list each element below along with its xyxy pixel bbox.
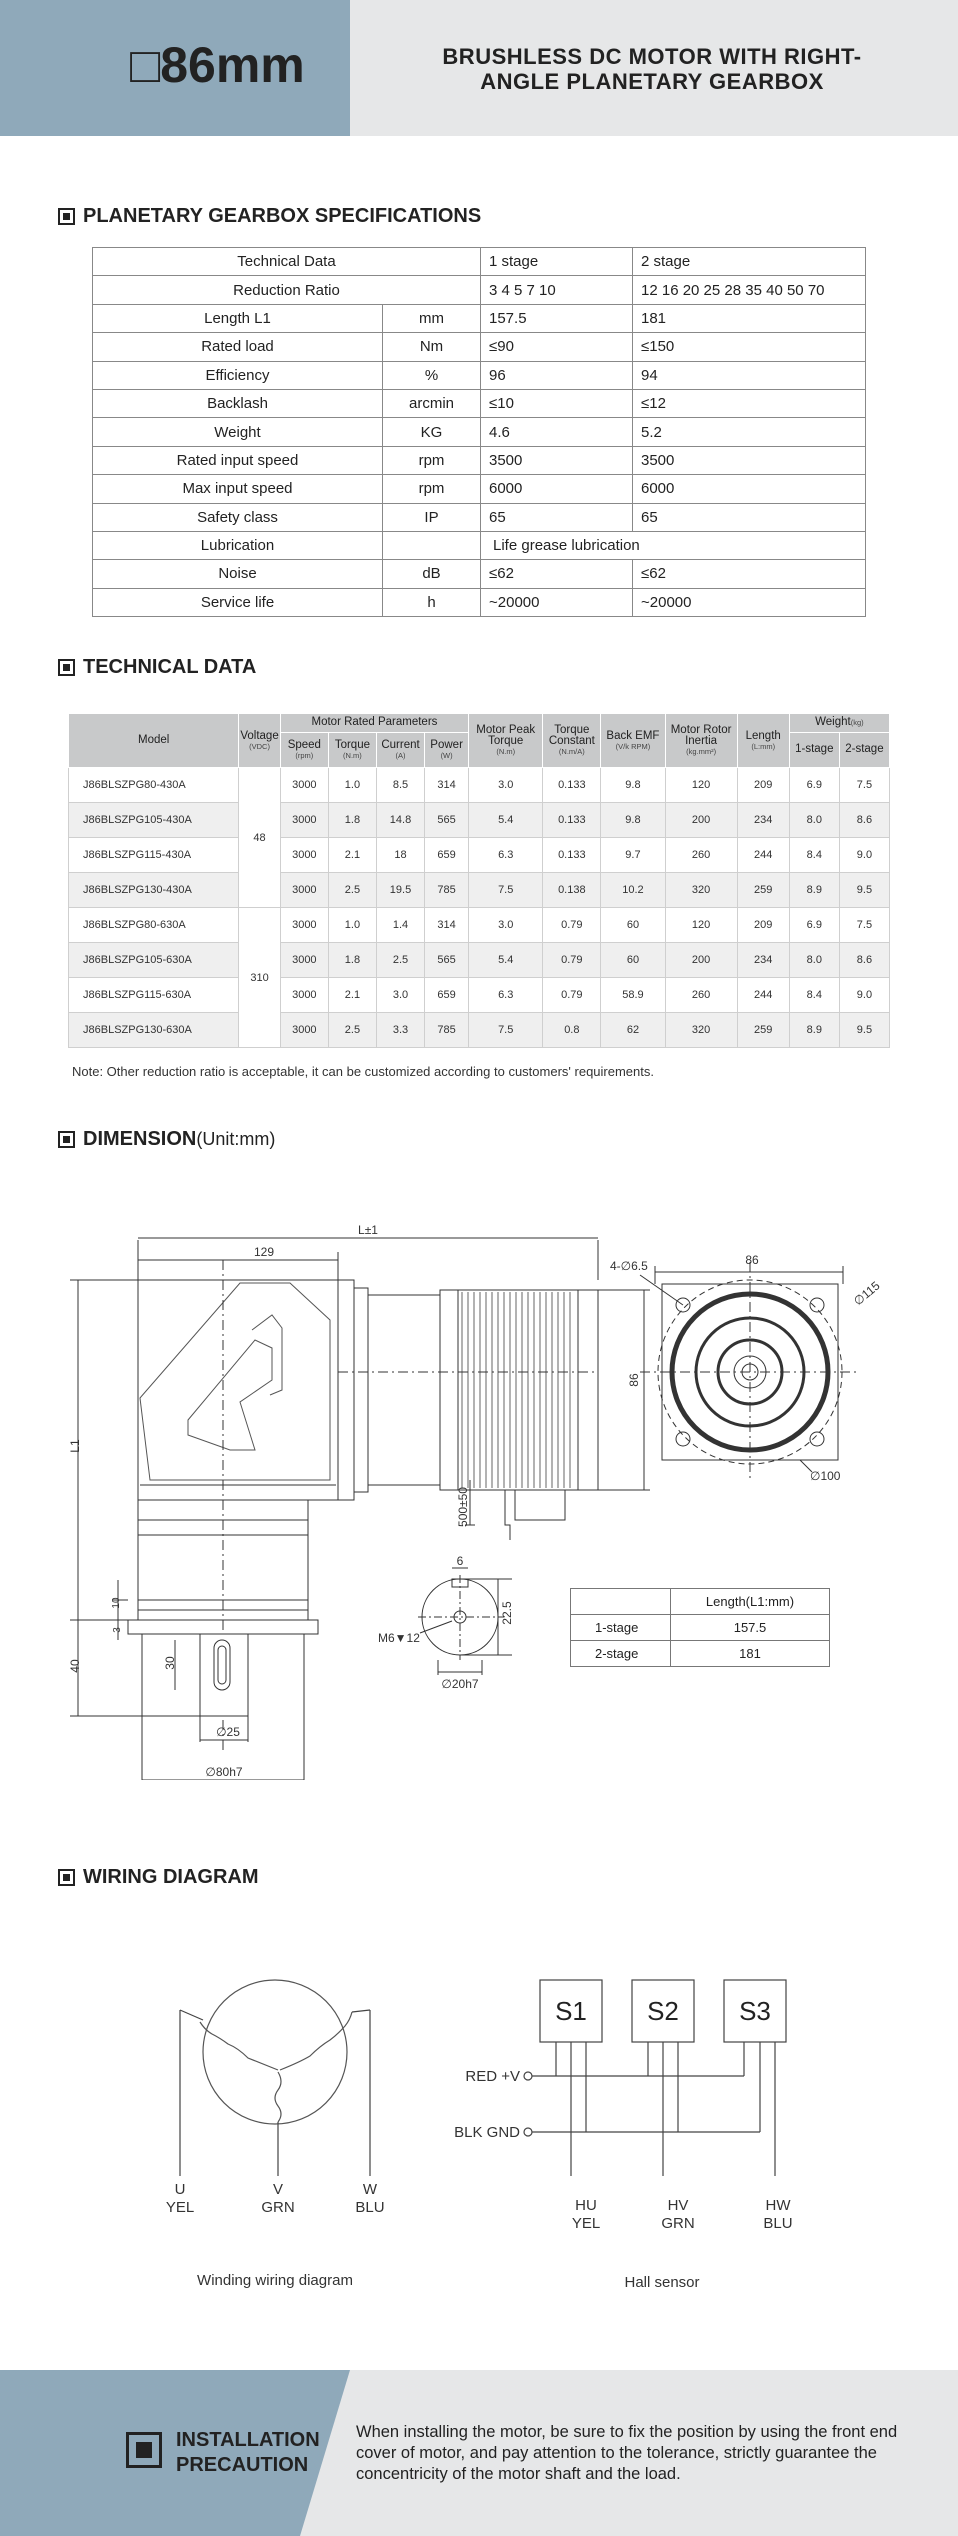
- customization-note: Note: Other reduction ratio is acceptable, it can be customized according to customers' requirements.: [72, 1064, 654, 1079]
- table-cell: ≤10: [481, 389, 633, 417]
- product-title-line2: ANGLE PLANETARY GEARBOX: [480, 69, 824, 94]
- table-cell: 7.5: [839, 908, 889, 943]
- table-cell: 3000: [280, 908, 328, 943]
- table-cell: 7.5: [839, 768, 889, 803]
- table-cell: 3 4 5 7 10: [481, 276, 633, 304]
- winding-w-color: BLU: [355, 2199, 385, 2216]
- table-cell: 259: [737, 873, 789, 908]
- winding-v-color: GRN: [261, 2199, 295, 2216]
- model-cell: J86BLSZPG80-430A: [69, 768, 239, 803]
- table-cell: 60: [601, 943, 665, 978]
- table-row: [571, 1589, 830, 1615]
- table-cell: [571, 1589, 671, 1615]
- table-cell: 3.0: [469, 768, 543, 803]
- square-bullet-icon: [58, 659, 75, 676]
- table-cell: 314: [425, 768, 469, 803]
- section-heading-dimension: DIMENSION (Unit:mm): [58, 1128, 275, 1151]
- table-cell: 9.8: [601, 768, 665, 803]
- table-cell: 0.8: [543, 1013, 601, 1048]
- footer-band: [0, 2370, 958, 2536]
- dim-20: ∅20h7: [441, 1677, 479, 1691]
- table-cell: 120: [665, 908, 737, 943]
- voltage-cell: 48: [239, 768, 280, 908]
- table-cell: 2-stage: [571, 1641, 671, 1667]
- table-cell: 4.6: [481, 418, 633, 446]
- table-row: [69, 943, 890, 978]
- installation-title: INSTALLATION PRECAUTION: [176, 2429, 320, 2476]
- table-cell: 200: [665, 803, 737, 838]
- table-row: [69, 873, 890, 908]
- winding-u-color: YEL: [165, 2199, 195, 2216]
- table-row: [93, 389, 866, 417]
- table-row: [93, 560, 866, 588]
- table-cell: 8.9: [789, 873, 839, 908]
- square-bullet-icon: [58, 208, 75, 225]
- table-cell: 1.4: [376, 908, 424, 943]
- square-bullet-icon: [58, 1869, 75, 1886]
- table-cell: 244: [737, 838, 789, 873]
- table-cell: Rated load: [93, 333, 383, 361]
- table-cell: 6.9: [789, 768, 839, 803]
- table-row: [93, 361, 866, 389]
- table-cell: ≤62: [481, 560, 633, 588]
- hall-s3: S3: [739, 1996, 771, 2026]
- dim-225: 22.5: [500, 1601, 514, 1625]
- table-cell: 12 16 20 25 28 35 40 50 70: [633, 276, 866, 304]
- gearbox-spec-table: [92, 247, 866, 617]
- shaft-end-view: [378, 1554, 514, 1691]
- square-bullet-icon: [58, 1131, 75, 1148]
- dim-holes: 4-∅6.5: [610, 1259, 648, 1273]
- table-row: [69, 908, 890, 943]
- table-cell: 0.133: [543, 803, 601, 838]
- dim-86-top: 86: [745, 1253, 759, 1267]
- table-cell: 58.9: [601, 978, 665, 1013]
- dim-l-total: L±1: [358, 1223, 378, 1237]
- table-cell: Rated input speed: [93, 446, 383, 474]
- table-row: [93, 276, 866, 304]
- table-cell: 18: [376, 838, 424, 873]
- table-cell: Weight: [93, 418, 383, 446]
- table-cell: 8.6: [839, 803, 889, 838]
- table-cell: 3000: [280, 873, 328, 908]
- model-cell: J86BLSZPG130-430A: [69, 873, 239, 908]
- winding-diagram: [166, 1980, 385, 2289]
- table-cell: 2.1: [328, 838, 376, 873]
- table-cell: 0.133: [543, 838, 601, 873]
- table-cell: 2.5: [376, 943, 424, 978]
- table-cell: 234: [737, 803, 789, 838]
- table-cell: 19.5: [376, 873, 424, 908]
- table-cell: 659: [425, 978, 469, 1013]
- model-cell: J86BLSZPG115-630A: [69, 978, 239, 1013]
- table-cell: 1.8: [328, 943, 376, 978]
- table-cell: 314: [425, 908, 469, 943]
- dim-30: 30: [163, 1656, 177, 1670]
- table-cell: [383, 531, 481, 559]
- model-cell: J86BLSZPG80-630A: [69, 908, 239, 943]
- length-dimension: [138, 1223, 598, 1280]
- table-cell: Technical Data: [93, 248, 481, 276]
- table-cell: 8.6: [839, 943, 889, 978]
- table-cell: ≤150: [633, 333, 866, 361]
- table-cell: 785: [425, 873, 469, 908]
- table-cell: %: [383, 361, 481, 389]
- table-cell: 244: [737, 978, 789, 1013]
- table-cell: 3000: [280, 978, 328, 1013]
- table-cell: 6.3: [469, 978, 543, 1013]
- table-cell: 65: [633, 503, 866, 531]
- table-cell: 60: [601, 908, 665, 943]
- model-cell: J86BLSZPG130-630A: [69, 1013, 239, 1048]
- table-cell: Nm: [383, 333, 481, 361]
- header-band: [0, 0, 958, 136]
- col-header-peak: Motor Peak Torque (N.m): [469, 714, 543, 768]
- table-cell: 200: [665, 943, 737, 978]
- hall-hw: HW: [765, 2197, 791, 2214]
- table-cell: 1.0: [328, 768, 376, 803]
- section-heading-gearbox: PLANETARY GEARBOX SPECIFICATIONS: [58, 205, 481, 228]
- table-cell: 8.4: [789, 978, 839, 1013]
- hall-caption: Hall sensor: [624, 2274, 700, 2291]
- installation-text: When installing the motor, be sure to fix the position by using the front end cover of motor, and pay attention to the tolerance, strictly guarantee the concentricity of the motor shaft and the load.: [356, 2423, 898, 2483]
- winding-w: W: [362, 2181, 378, 2198]
- table-cell: Service life: [93, 588, 383, 616]
- table-cell: 157.5: [671, 1615, 830, 1641]
- hall-sensor-diagram: [454, 1980, 792, 2291]
- table-cell: 6.3: [469, 838, 543, 873]
- table-row: [69, 1013, 890, 1048]
- table-row: [93, 475, 866, 503]
- table-cell: ~20000: [633, 588, 866, 616]
- table-cell: mm: [383, 304, 481, 332]
- table-cell: 2.5: [328, 1013, 376, 1048]
- table-cell: 565: [425, 803, 469, 838]
- table-cell: 10.2: [601, 873, 665, 908]
- col-header-tconst: Torque Constant (N.m/A): [543, 714, 601, 768]
- product-title: [352, 44, 952, 94]
- col-header-voltage: Voltage (VDC): [239, 714, 280, 768]
- table-row: [93, 503, 866, 531]
- table-cell: ~20000: [481, 588, 633, 616]
- col-header-power: Power (W): [425, 732, 469, 767]
- table-cell: 259: [737, 1013, 789, 1048]
- section-heading-technical: TECHNICAL DATA: [58, 656, 256, 679]
- table-cell: 1.0: [328, 908, 376, 943]
- table-cell: 5.4: [469, 943, 543, 978]
- front-view: [610, 1253, 883, 1483]
- table-cell: 5.2: [633, 418, 866, 446]
- technical-data-body: [69, 768, 890, 1048]
- table-cell: 5.4: [469, 803, 543, 838]
- table-cell: 209: [737, 908, 789, 943]
- table-cell: 3500: [633, 446, 866, 474]
- table-cell: 3500: [481, 446, 633, 474]
- hall-hu-color: YEL: [571, 2215, 601, 2232]
- table-cell: 3.3: [376, 1013, 424, 1048]
- table-row: [93, 446, 866, 474]
- table-row: [93, 531, 866, 559]
- col-header-torque: Torque (N.m): [328, 732, 376, 767]
- col-header-weight-1: 1-stage: [789, 732, 839, 767]
- hall-s1: S1: [555, 1996, 587, 2026]
- table-cell: 9.5: [839, 873, 889, 908]
- dim-25: ∅25: [216, 1725, 240, 1739]
- table-cell: 260: [665, 978, 737, 1013]
- dim-100: ∅100: [810, 1469, 841, 1483]
- table-cell: 2.5: [328, 873, 376, 908]
- height-dimension: [598, 1290, 650, 1490]
- col-header-weight: Weight(kg): [789, 714, 889, 733]
- table-cell: Lubrication: [93, 531, 383, 559]
- table-cell: 260: [665, 838, 737, 873]
- table-cell: 785: [425, 1013, 469, 1048]
- table-cell: 157.5: [481, 304, 633, 332]
- table-cell: 234: [737, 943, 789, 978]
- table-cell: 120: [665, 768, 737, 803]
- table-cell: 320: [665, 1013, 737, 1048]
- dim-3: 3: [112, 1627, 123, 1633]
- dim-lead: 500±50: [456, 1487, 470, 1527]
- table-cell: 7.5: [469, 1013, 543, 1048]
- winding-caption: Winding wiring diagram: [197, 2272, 353, 2289]
- table-cell: 9.0: [839, 838, 889, 873]
- col-header-rated: Motor Rated Parameters: [280, 714, 468, 733]
- table-row: [69, 838, 890, 873]
- model-cell: J86BLSZPG115-430A: [69, 838, 239, 873]
- col-header-emf: Back EMF (V/k RPM): [601, 714, 665, 768]
- table-row: [571, 1641, 830, 1667]
- table-cell: 3000: [280, 768, 328, 803]
- table-cell: 1 stage: [481, 248, 633, 276]
- voltage-cell: 310: [239, 908, 280, 1048]
- table-cell: Noise: [93, 560, 383, 588]
- table-cell: Length L1: [93, 304, 383, 332]
- table-cell: Life grease lubrication: [481, 531, 866, 559]
- table-cell: 8.9: [789, 1013, 839, 1048]
- table-row: [93, 248, 866, 276]
- table-cell: 3000: [280, 1013, 328, 1048]
- table-cell: 0.79: [543, 978, 601, 1013]
- table-cell: 3000: [280, 838, 328, 873]
- table-cell: KG: [383, 418, 481, 446]
- dim-key6: 6: [456, 1554, 464, 1568]
- table-cell: ≤62: [633, 560, 866, 588]
- table-cell: 0.79: [543, 943, 601, 978]
- table-row: [69, 978, 890, 1013]
- table-cell: 9.0: [839, 978, 889, 1013]
- table-cell: 14.8: [376, 803, 424, 838]
- model-size-title: □86mm: [130, 37, 305, 93]
- table-cell: Safety class: [93, 503, 383, 531]
- col-header-speed: Speed (rpm): [280, 732, 328, 767]
- table-row: [93, 418, 866, 446]
- table-row: [93, 588, 866, 616]
- table-row: [571, 1615, 830, 1641]
- hall-red: RED +V: [465, 2068, 520, 2085]
- table-cell: 0.79: [543, 908, 601, 943]
- table-cell: 8.5: [376, 768, 424, 803]
- table-cell: ≤12: [633, 389, 866, 417]
- table-cell: 94: [633, 361, 866, 389]
- output-shaft: [200, 1634, 248, 1716]
- table-row: [93, 333, 866, 361]
- table-row: [69, 803, 890, 838]
- table-cell: 96: [481, 361, 633, 389]
- table-cell: 65: [481, 503, 633, 531]
- product-title-line1: BRUSHLESS DC MOTOR WITH RIGHT-: [442, 44, 862, 69]
- dim-m6: M6▼12: [378, 1631, 420, 1645]
- table-cell: Efficiency: [93, 361, 383, 389]
- table-cell: 8.4: [789, 838, 839, 873]
- hall-blk: BLK GND: [454, 2124, 520, 2141]
- dim-10: 10: [111, 1597, 122, 1609]
- winding-v: V: [272, 2181, 284, 2198]
- table-cell: 659: [425, 838, 469, 873]
- table-cell: 9.7: [601, 838, 665, 873]
- dimension-drawing: [0, 1180, 958, 1780]
- col-header-length: Length (L:mm): [737, 714, 789, 768]
- model-cell: J86BLSZPG105-630A: [69, 943, 239, 978]
- square-bullet-icon: [126, 2432, 162, 2468]
- table-cell: IP: [383, 503, 481, 531]
- table-cell: 1-stage: [571, 1615, 671, 1641]
- table-cell: 3.0: [376, 978, 424, 1013]
- hall-hu: HU: [575, 2197, 597, 2214]
- dim-80: ∅80h7: [205, 1765, 243, 1779]
- table-cell: 9.5: [839, 1013, 889, 1048]
- table-cell: 320: [665, 873, 737, 908]
- table-cell: dB: [383, 560, 481, 588]
- col-header-model: Model: [69, 714, 239, 768]
- winding-u: U: [174, 2181, 186, 2198]
- hall-hv: HV: [667, 2197, 689, 2214]
- hall-hv-color: GRN: [661, 2215, 695, 2232]
- table-cell: 62: [601, 1013, 665, 1048]
- table-cell: Backlash: [93, 389, 383, 417]
- table-cell: 7.5: [469, 873, 543, 908]
- section-heading-wiring: WIRING DIAGRAM: [58, 1866, 259, 1889]
- dim-86-side: 86: [627, 1373, 641, 1387]
- table-cell: Max input speed: [93, 475, 383, 503]
- length-table: [570, 1588, 830, 1667]
- technical-data-table: [68, 713, 890, 1048]
- dim-l1: L1: [68, 1439, 82, 1453]
- table-cell: 3000: [280, 943, 328, 978]
- table-cell: 2.1: [328, 978, 376, 1013]
- hall-hw-color: BLU: [763, 2215, 793, 2232]
- table-cell: rpm: [383, 446, 481, 474]
- table-cell: 1.8: [328, 803, 376, 838]
- table-cell: 181: [633, 304, 866, 332]
- table-cell: arcmin: [383, 389, 481, 417]
- dim-40: 40: [68, 1659, 82, 1673]
- table-cell: 2 stage: [633, 248, 866, 276]
- hall-s2: S2: [647, 1996, 679, 2026]
- table-cell: 6000: [481, 475, 633, 503]
- col-header-weight-2: 2-stage: [839, 732, 889, 767]
- table-row: [93, 304, 866, 332]
- table-header-row: [69, 714, 890, 733]
- table-cell: rpm: [383, 475, 481, 503]
- col-header-inertia: Motor Rotor Inertia (kg.mm²): [665, 714, 737, 768]
- table-cell: 3000: [280, 803, 328, 838]
- table-cell: 0.133: [543, 768, 601, 803]
- table-cell: 6000: [633, 475, 866, 503]
- table-cell: Reduction Ratio: [93, 276, 481, 304]
- table-cell: 8.0: [789, 943, 839, 978]
- table-cell: 3.0: [469, 908, 543, 943]
- table-cell: 209: [737, 768, 789, 803]
- col-header-current: Current (A): [376, 732, 424, 767]
- wiring-drawing: [0, 1940, 958, 2300]
- table-cell: 8.0: [789, 803, 839, 838]
- table-cell: 0.138: [543, 873, 601, 908]
- table-cell: Length(L1:mm): [671, 1589, 830, 1615]
- table-cell: 565: [425, 943, 469, 978]
- table-cell: 9.8: [601, 803, 665, 838]
- table-cell: ≤90: [481, 333, 633, 361]
- table-cell: 181: [671, 1641, 830, 1667]
- table-row: [69, 768, 890, 803]
- table-cell: h: [383, 588, 481, 616]
- dim-129: 129: [253, 1245, 275, 1259]
- dim-115: ∅115: [850, 1278, 883, 1309]
- model-cell: J86BLSZPG105-430A: [69, 803, 239, 838]
- table-cell: 6.9: [789, 908, 839, 943]
